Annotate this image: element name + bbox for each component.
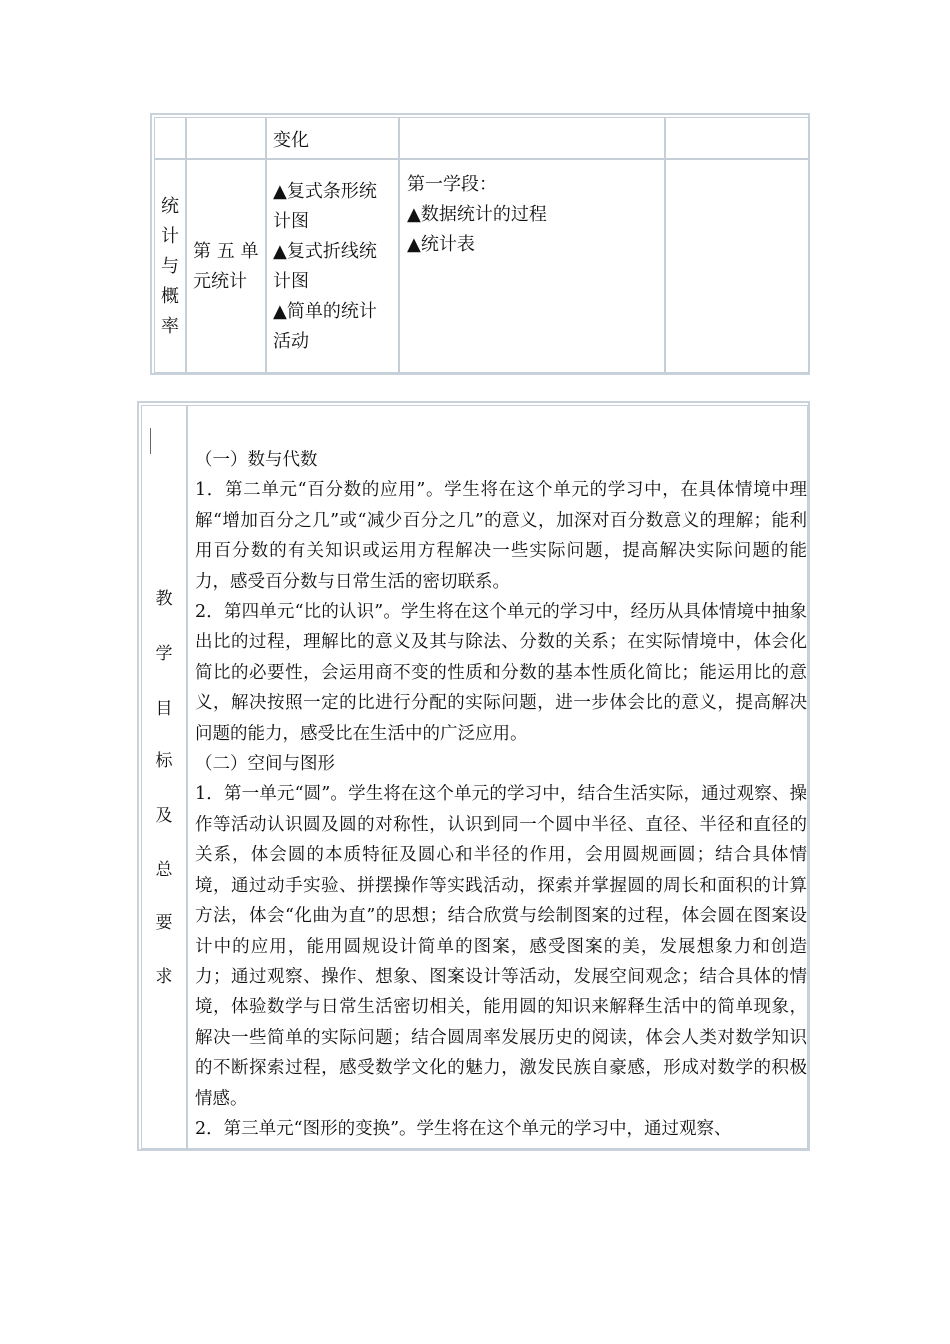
content-line: 计图 (273, 211, 309, 232)
label-char: 目 (155, 699, 173, 719)
text-cursor (150, 428, 151, 454)
unit-line: 第 五 单 (193, 241, 259, 262)
unit-line: 元统计 (193, 271, 247, 292)
label-char: 学 (155, 644, 173, 664)
label-char: 标 (155, 751, 173, 771)
table-cell (665, 159, 809, 373)
standard-line: ▲数据统计的过程 (407, 204, 547, 225)
content-line: ▲简单的统计 (273, 301, 377, 322)
teaching-goals-table (137, 401, 810, 1151)
area-char: 与 (161, 256, 179, 277)
area-char: 率 (161, 316, 179, 337)
label-char: 要 (155, 913, 173, 933)
table-cell-content (266, 117, 399, 159)
standard-line: ▲统计表 (407, 234, 475, 255)
table-cell (154, 117, 186, 159)
area-label (155, 192, 185, 342)
table-cell (665, 117, 809, 159)
cell-text: 变化 (273, 130, 309, 151)
table-cell (399, 117, 665, 159)
content-line: 计图 (273, 271, 309, 292)
unit-label (193, 237, 258, 297)
area-char: 概 (161, 286, 179, 307)
goal-paragraph: 2．第三单元“图形的变换”。学生将在这个单元的学习中，通过观察、 (195, 1118, 732, 1139)
standard-line: 第一学段： (407, 174, 497, 195)
goal-paragraph: 1．第一单元“圆”。学生将在这个单元的学习中，结合生活实际，通过观察、操作等活动认识圆及圆的对称性，认识到同一个圆中半径、直径、半径和直径的关系，体会圆的本质特征及圆心和半径的作用，会用圆规画圆；结合具体情境，通过动手实验、拼摆操作等实践活动，探索并掌握圆的周长和面积的计算方法，体会“化曲为直”的思想；结合欣赏与绘制图案的过程，体会圆在图案设计中的应用，能用圆规设计简单的图案，感受图案的美，发展想象力和创造力；通过观察、操作、想象、图案设计等活动，发展空间观念；结合具体的情境，体验数学与日常生活密切相关，能用圆的知识来解释生活中的简单现象，解决一些简单的实际问题；结合圆周率发展历史的阅读，体会人类对数学知识的不断探索过程，感受数学文化的魅力，激发民族自豪感，形成对数学的积极情感。 (195, 784, 807, 1109)
label-char: 总 (155, 860, 173, 880)
area-char: 统 (161, 196, 179, 217)
content-cell (266, 159, 399, 373)
label-char: 及 (155, 806, 173, 826)
curriculum-table-top (150, 113, 810, 375)
unit-cell (186, 159, 266, 373)
goals-label-cell (141, 405, 187, 1149)
table-cell (186, 117, 266, 159)
section-heading: （二）空间与图形 (195, 754, 335, 775)
goal-paragraph: 1．第二单元“百分数的应用”。学生将在这个单元的学习中，在具体情境中理解“增加百分之几”或“减少百分之几”的意义，加深对百分数意义的理解；能利用百分数的有关知识或运用方程解决一些实际问题，提高解决实际问题的能力，感受百分数与日常生活的密切联系。 (195, 480, 807, 592)
content-line: ▲复式条形统 (273, 181, 377, 202)
label-char: 求 (155, 967, 173, 987)
label-char: 教 (155, 589, 173, 609)
area-cell (154, 159, 186, 373)
content-line: ▲复式折线统 (273, 241, 377, 262)
content-line: 活动 (273, 331, 309, 352)
goals-content (195, 445, 807, 1144)
standard-list (407, 170, 547, 260)
goal-paragraph: 2．第四单元“比的认识”。学生将在这个单元的学习中，经历从具体情境中抽象出比的过程，理解比的意义及其与除法、分数的关系；在实际情境中，体会化简比的必要性，会运用商不变的性质和分数的基本性质化简比；能运用比的意义，解决按照一定的比进行分配的实际问题，进一步体会比的意义，提高解决问题的能力，感受比在生活中的广泛应用。 (195, 602, 807, 744)
standard-cell (399, 159, 665, 373)
section-heading: （一）数与代数 (195, 450, 318, 470)
area-char: 计 (161, 226, 179, 247)
content-list (273, 177, 377, 357)
